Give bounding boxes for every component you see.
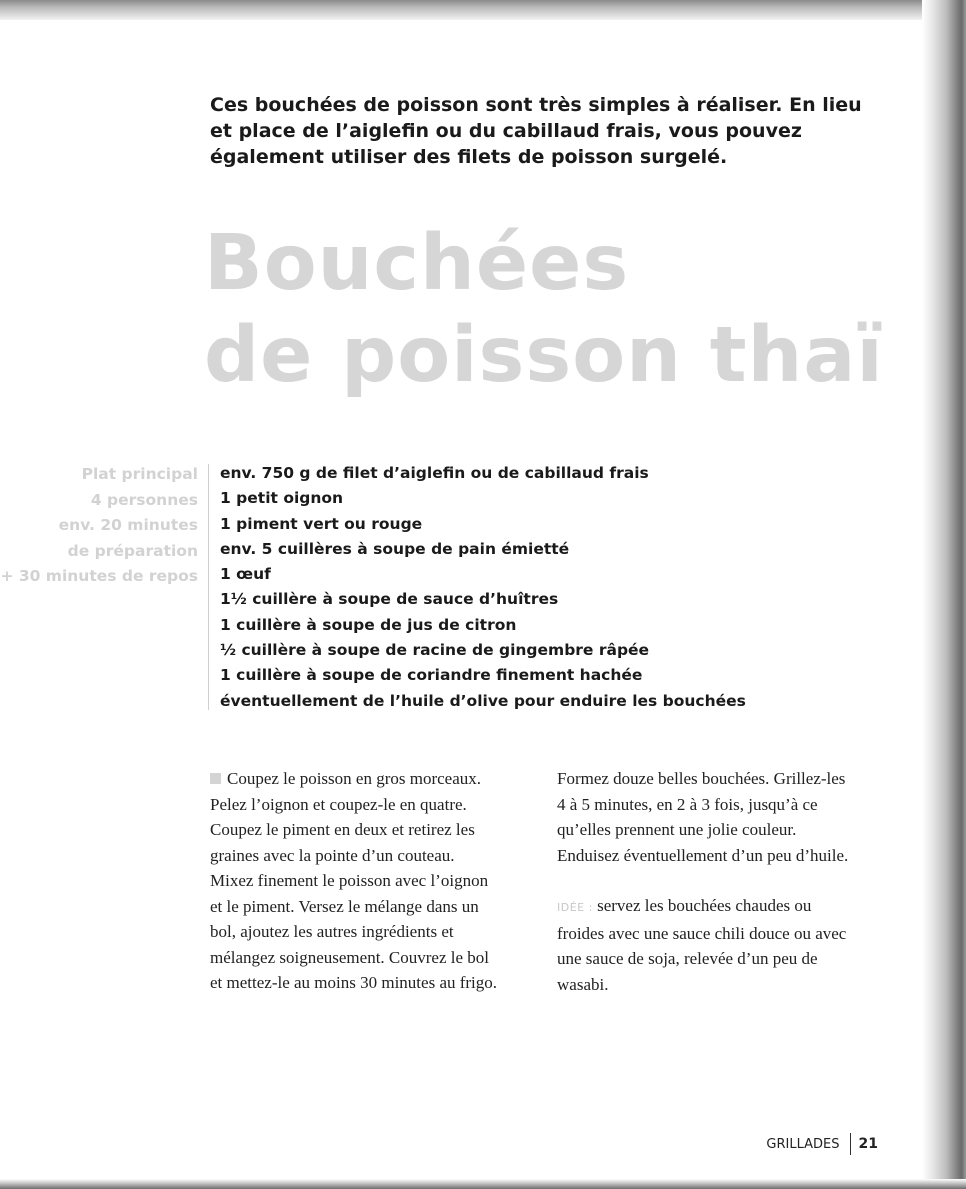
recipe-title [204,218,904,402]
ingredient-item: 1 petit oignon [220,489,344,508]
ingredient-item: 1 piment vert ou rouge [220,514,423,533]
method-line: et le piment. Versez le mélange dans un [210,896,479,916]
recipe-title-line-2: de poisson thaï [204,311,884,400]
meta-rest-time: + 30 minutes de repos [0,567,198,585]
tip-line: froides avec une sauce chili douce ou avec [557,923,847,943]
tip-line: wasabi. [557,974,609,994]
page-number: 21 [858,1136,878,1152]
tip-block [557,893,887,997]
method-line [210,766,540,792]
page-footer [766,1133,878,1155]
method-column-right [557,766,887,997]
tip-line: une sauce de soja, relevée d’un peu de [557,949,818,968]
ingredient-item: 1 cuillère à soupe de coriandre finement hachée [220,666,643,685]
method-line: Enduisez éventuellement d’un peu d’huile. [557,845,849,865]
meta-prep-time: env. 20 minutes [58,516,198,534]
method-line: qu’elles prennent une jolie couleur. [557,820,797,839]
method-line: graines avec la pointe d’un couteau. [210,845,455,865]
recipe-meta [0,462,198,590]
tip-first-line: servez les bouchées chaudes ou [597,896,812,915]
ingredient-item: env. 750 g de filet d’aiglefin ou de cabillaud frais [220,464,649,482]
ingredient-item: 1 œuf [220,565,271,584]
method-line: mélangez soigneusement. Couvrez le bol [210,947,489,967]
ingredient-item: env. 5 cuillères à soupe de pain émietté [220,539,570,558]
meta-category: Plat principal [81,465,198,483]
method-line: Pelez l’oignon et coupez-le en quatre. [210,794,467,814]
scan-shadow-bottom [0,1179,966,1189]
step-bullet-icon [210,773,221,784]
method-line: Mixez finement le poisson avec l’oignon [210,871,489,890]
meta-servings: 4 personnes [90,490,198,509]
ingredients-divider [208,464,209,710]
method-line: Formez douze belles bouchées. Grillez-les [557,769,846,788]
footer-divider [850,1133,851,1155]
footer-section: GRILLADES [766,1136,840,1152]
method-line: Coupez le piment en deux et retirez les [210,820,475,839]
intro-text: Ces bouchées de poisson sont très simples à réaliser. En lieu et place de l’aiglefin ou du cabillaud frais, vous pouvez également utiliser des filets de poisson surgelé. [210,94,862,168]
ingredient-item: ½ cuillère à soupe de racine de gingembre râpée [220,641,650,660]
scan-shadow-top [0,0,966,20]
ingredient-item: 1 cuillère à soupe de jus de citron [220,615,517,634]
scan-shadow-binding [922,0,966,1189]
method-line: et mettez-le au moins 30 minutes au frigo. [210,973,498,992]
method-column-left [210,766,540,996]
meta-prep-label: de préparation [67,541,198,560]
method-line: 4 à 5 minutes, en 2 à 3 fois, jusqu’à ce [557,794,818,814]
ingredient-item: éventuellement de l’huile d’olive pour enduire les bouchées [220,691,746,710]
tip-line [557,893,887,921]
tip-label: IDÉE : [557,901,593,914]
ingredient-item: 1½ cuillère à soupe de sauce d’huîtres [220,590,559,609]
method-line-text: Coupez le poisson en gros morceaux. [227,769,481,788]
method-line: bol, ajoutez les autres ingrédients et [210,922,454,941]
ingredients-list [220,461,840,714]
recipe-title-line-1: Bouchées [204,219,630,308]
